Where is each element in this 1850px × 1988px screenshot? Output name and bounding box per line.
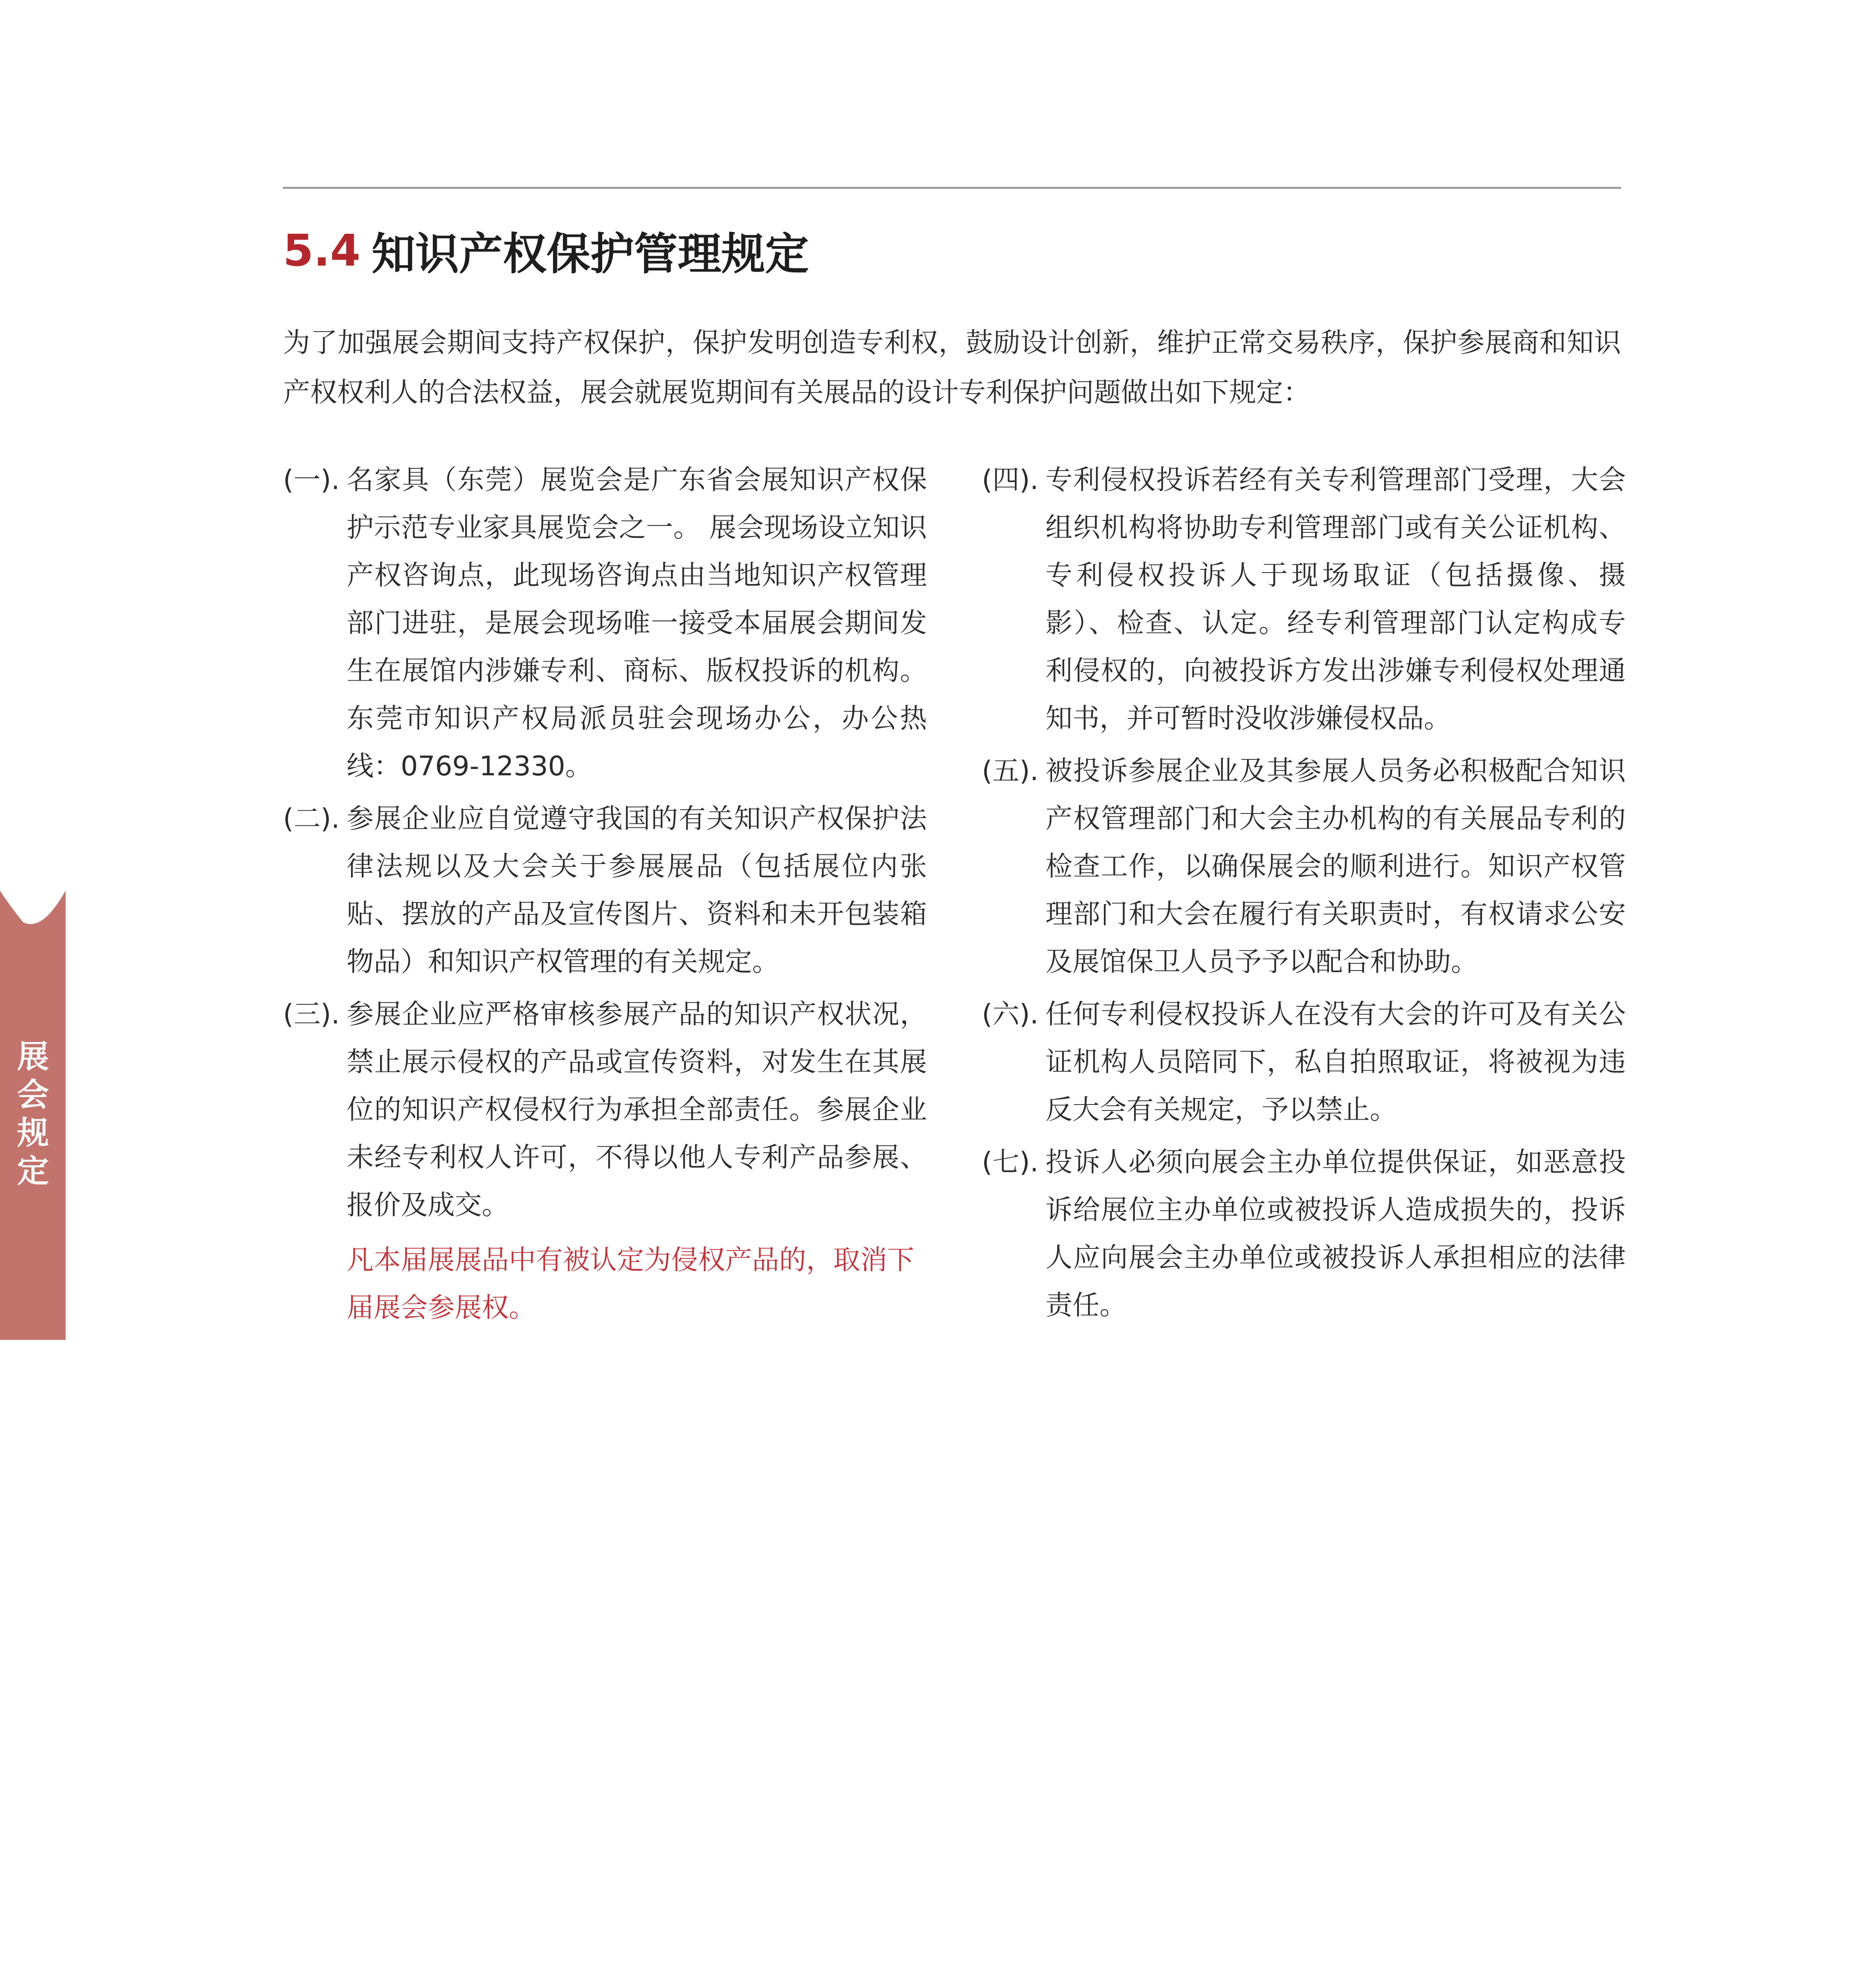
top-divider <box>283 187 1621 189</box>
rule-marker: (三). <box>283 999 340 1030</box>
right-column <box>982 456 1626 1334</box>
penalty-note: 凡本届展展品中有被认定为侵权产品的，取消下届展会参展权。 <box>347 1244 915 1324</box>
rule-marker: (五). <box>982 755 1039 787</box>
rule-text: 参展企业应自觉遵守我国的有关知识产权保护法律法规以及大会关于参展展品（包括展位内张贴、摆放的产品及宣传图片、资料和未开包装箱物品）和知识产权管理的有关规定。 <box>347 803 927 978</box>
rule-item <box>982 456 1626 743</box>
rule-text: 专利侵权投诉若经有关专利管理部门受理，大会组织机构将协助专利管理部门或有关公证机构、专利侵权投诉人于现场取证（包括摄像、摄影）、检查、认定。经专利管理部门认定构成专利侵权的，向被投诉方发出涉嫌专利侵权处理通知书，并可暂时没收涉嫌侵权品。 <box>1045 464 1626 734</box>
section-title: 知识产权保护管理规定 <box>371 229 809 280</box>
rule-item <box>982 991 1626 1134</box>
section-number: 5.4 <box>283 225 361 276</box>
left-column <box>283 456 927 1332</box>
rule-text: 投诉人必须向展会主办单位提供保证，如恶意投诉给展位主办单位或被投诉人造成损失的，投诉人应向展会主办单位或被投诉人承担相应的法律责任。 <box>1045 1147 1626 1321</box>
intro-paragraph: 为了加强展会期间支持产权保护，保护发明创造专利权，鼓励设计创新，维护正常交易秩序，保护参展商和知识产权权利人的合法权益，展会就展览期间有关展品的设计专利保护问题做出如下规定： <box>283 327 1621 408</box>
rule-marker: (六). <box>982 999 1039 1030</box>
rule-item <box>982 747 1626 986</box>
rule-item <box>283 795 927 986</box>
rule-text: 参展企业应严格审核参展产品的知识产权状况，禁止展示侵权的产品或宣传资料，对发生在其展位的知识产权侵权行为承担全部责任。参展企业未经专利权人许可，不得以他人专利产品参展、报价及成交。 <box>347 999 927 1221</box>
page-title <box>283 217 809 284</box>
rule-text: 任何专利侵权投诉人在没有大会的许可及有关公证机构人员陪同下，私自拍照取证，将被视为违反大会有关规定，予以禁止。 <box>1045 999 1626 1126</box>
rule-text: 被投诉参展企业及其参展人员务必积极配合知识产权管理部门和大会主办机构的有关展品专利的检查工作，以确保展会的顺利进行。知识产权管理部门和大会在履行有关职责时，有权请求公安及展馆保卫人员予予以配合和协助。 <box>1045 755 1626 978</box>
side-tab-label: 展会规定 <box>17 1038 49 1190</box>
rule-marker: (一). <box>283 464 340 496</box>
rule-marker: (四). <box>982 464 1039 496</box>
rule-marker: (二). <box>283 803 340 835</box>
rule-marker: (七). <box>982 1147 1039 1178</box>
rule-item <box>982 1139 1626 1330</box>
rule-text: 名家具（东莞）展览会是广东省会展知识产权保护示范专业家具展览会之一。 展会现场设立知识产权咨询点，此现场咨询点由当地知识产权管理部门进驻，是展会现场唯一接受本届展会期间发生在展馆内涉嫌专利、商标、版权投诉的机构。东莞市知识产权局派员驻会现场办公，办公热线：0769-12330。 <box>347 464 927 782</box>
rule-item <box>283 456 927 790</box>
rule-item <box>283 991 927 1229</box>
